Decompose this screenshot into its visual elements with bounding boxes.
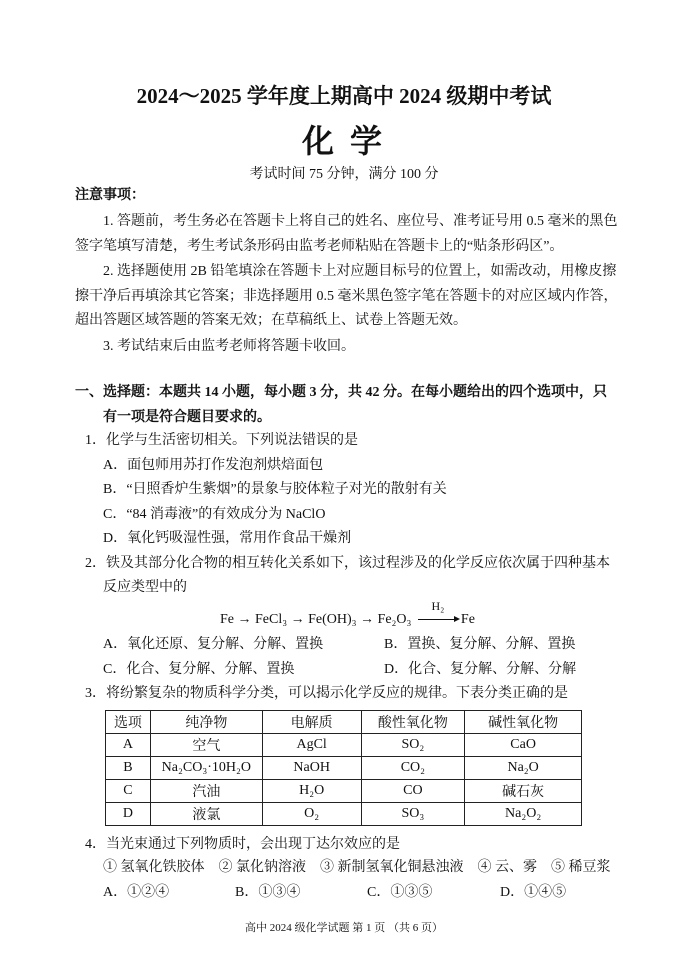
q1-option-c: C．“84 消毒液”的有效成分为 NaClO xyxy=(103,507,326,522)
reaction-arrow-icon xyxy=(415,599,461,629)
section-heading-cont: 有一项是符合题目要求的。 xyxy=(103,410,271,425)
header-cell: 电解质 xyxy=(262,711,361,734)
cell: B xyxy=(106,757,151,780)
header-cell: 纯净物 xyxy=(150,711,262,734)
cell: A xyxy=(106,734,151,757)
cell: 液氯 xyxy=(150,803,262,826)
note-line: 3. 考试结束后由监考老师将答题卡收回。 xyxy=(103,339,355,354)
equation-right: Fe xyxy=(460,612,475,627)
note-line: 1. 答题前，考生务必在答题卡上将自己的姓名、座位号、准考证号用 0.5 毫米的黑色 xyxy=(103,214,618,229)
cell: NaOH xyxy=(262,757,361,780)
table-row xyxy=(106,803,582,826)
q1-stem: 1．化学与生活密切相关。下列说法错误的是 xyxy=(85,433,358,448)
equation-left: Fe → FeCl₃ → Fe(OH)₃ → Fe₂O₃ xyxy=(220,612,412,627)
cell: C xyxy=(106,780,151,803)
note-line: 擦干净后再填涂其它答案；非选择题用 0.5 毫米黑色签字笔在答题卡的对应区域内作答， xyxy=(75,289,618,304)
q2-option-a: A．氧化还原、复分解、分解、置换 xyxy=(103,637,324,652)
cell: O₂ xyxy=(262,803,361,826)
table-row xyxy=(106,757,582,780)
header-cell: 碱性氧化物 xyxy=(465,711,582,734)
notes-heading: 注意事项： xyxy=(75,188,145,203)
cell: D xyxy=(106,803,151,826)
cell: CaO xyxy=(465,734,582,757)
cell: SO₃ xyxy=(361,803,465,826)
cell: 汽油 xyxy=(150,780,262,803)
exam-title: 2024～2025 学年度上期高中 2024 级期中考试 xyxy=(136,84,552,108)
cell: Na₂CO₃·10H₂O xyxy=(150,757,262,780)
cell: CO₂ xyxy=(361,757,465,780)
q2-option-c: C．化合、复分解、分解、置换 xyxy=(103,662,295,677)
q2-option-b: B．置换、复分解、分解、置换 xyxy=(384,637,576,652)
table-row xyxy=(106,734,582,757)
cell: Na₂O₂ xyxy=(465,803,582,826)
page-footer: 高中 2024 级化学试题 第 1 页 （共 6 页） xyxy=(245,922,443,934)
header-cell: 酸性氧化物 xyxy=(361,711,465,734)
q2-stem-cont: 反应类型中的 xyxy=(103,580,187,595)
q4-option-c: C．①③⑤ xyxy=(367,885,433,900)
table-header-row xyxy=(106,711,582,734)
cell: CO xyxy=(361,780,465,803)
cell: AgCl xyxy=(262,734,361,757)
q4-option-b: B．①③④ xyxy=(235,885,301,900)
table-row xyxy=(106,780,582,803)
exam-time-info: 考试时间 75 分钟，满分 100 分 xyxy=(249,167,439,182)
q4-option-a: A．①②④ xyxy=(103,885,170,900)
note-line: 2. 选择题使用 2B 铅笔填涂在答题卡上对应题目标号的位置上，如需改动，用橡皮擦 xyxy=(103,264,617,279)
q3-classification-table xyxy=(105,710,582,826)
cell: 碱石灰 xyxy=(465,780,582,803)
section-heading: 一、选择题：本题共 14 小题，每小题 3 分，共 42 分。在每小题给出的四个选项中，只 xyxy=(75,385,607,400)
q1-option-a: A．面包师用苏打作发泡剂烘焙面包 xyxy=(103,458,324,473)
note-line: 签字笔填写清楚，考生考试条形码由监考老师粘贴在答题卡上的“贴条形码区”。 xyxy=(75,239,564,254)
q4-stem: 4．当光束通过下列物质时，会出现丁达尔效应的是 xyxy=(85,837,400,852)
cell: SO₂ xyxy=(361,734,465,757)
q2-stem: 2．铁及其部分化合物的相互转化关系如下，该过程涉及的化学反应依次属于四种基本 xyxy=(85,556,610,571)
note-line: 超出答题区域答题的答案无效；在草稿纸上、试卷上答题无效。 xyxy=(75,313,467,328)
arrow-label: H₂ xyxy=(431,599,445,613)
q4-items: ① 氢氧化铁胶体 ② 氯化钠溶液 ③ 新制氢氧化铜悬浊液 ④ 云、雾 ⑤ 稀豆浆 xyxy=(103,860,611,875)
q1-option-d: D．氧化钙吸湿性强，常用作食品干燥剂 xyxy=(103,531,352,546)
q3-stem: 3．将纷繁复杂的物质科学分类，可以揭示化学反应的规律。下表分类正确的是 xyxy=(85,686,568,701)
subject-title: 化 学 xyxy=(301,123,386,159)
cell: H₂O xyxy=(262,780,361,803)
cell: 空气 xyxy=(150,734,262,757)
header-cell: 选项 xyxy=(106,711,151,734)
cell: Na₂O xyxy=(465,757,582,780)
q4-option-d: D．①④⑤ xyxy=(500,885,567,900)
q2-equation xyxy=(220,599,475,629)
q2-option-d: D．化合、复分解、分解、分解 xyxy=(384,662,577,677)
q1-option-b: B．“日照香炉生紫烟”的景象与胶体粒子对光的散射有关 xyxy=(103,482,447,497)
